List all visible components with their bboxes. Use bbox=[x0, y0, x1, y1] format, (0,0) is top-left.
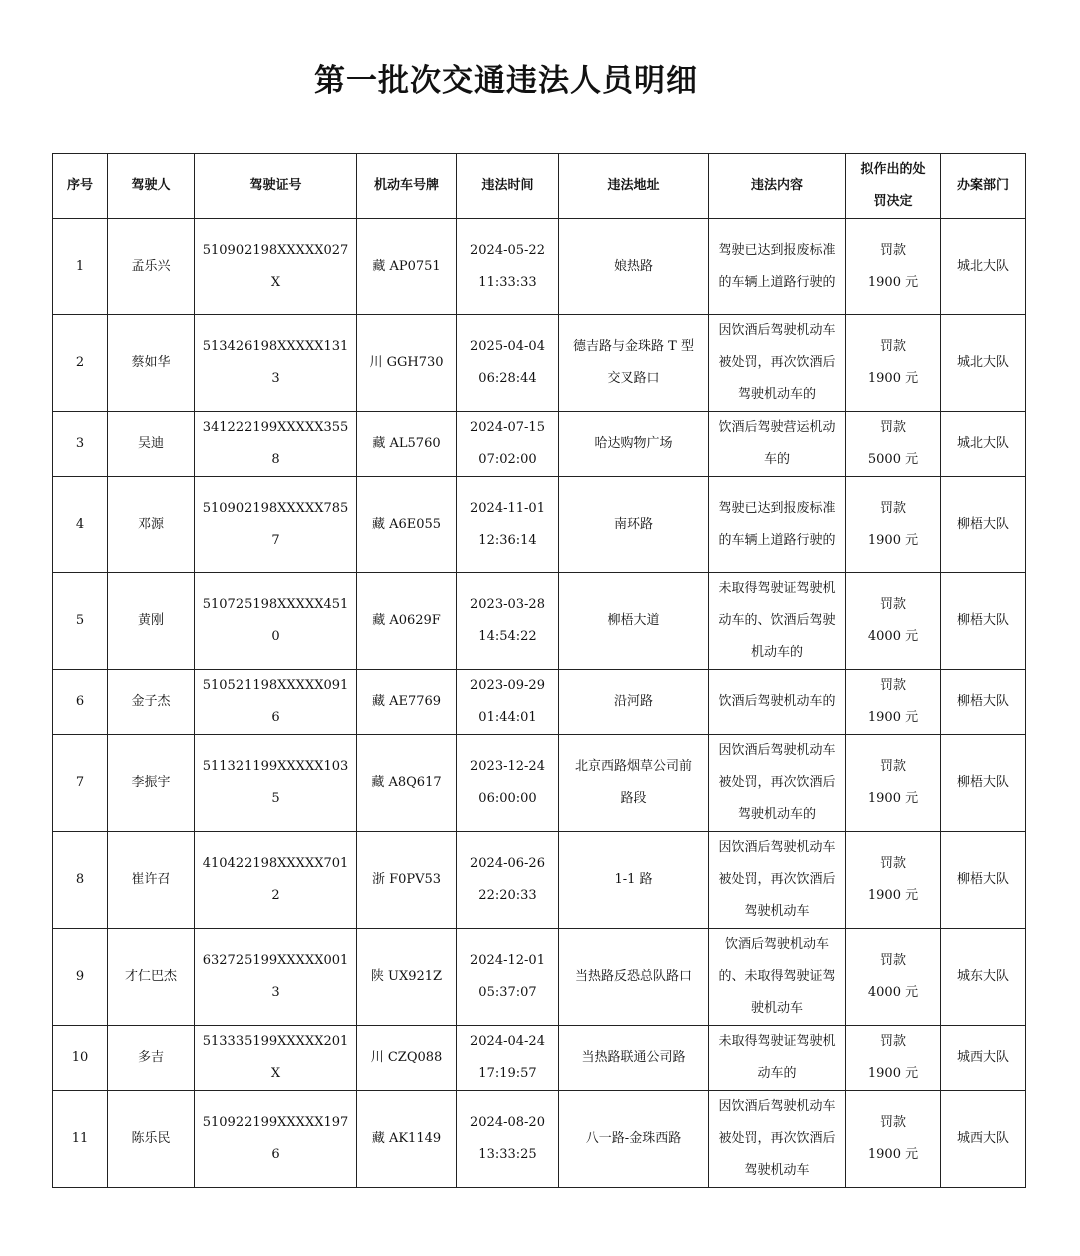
cell-address: 当热路反恐总队路口 bbox=[559, 929, 709, 1026]
penalty-amount: 4000 元 bbox=[867, 629, 919, 644]
cell-address: 南环路 bbox=[559, 477, 709, 573]
cell-license: 513426198XXXXX1313 bbox=[195, 315, 357, 412]
cell-address: 德吉路与金珠路 T 型交叉路口 bbox=[559, 315, 709, 412]
table-row bbox=[53, 315, 1026, 412]
cell-violation-time bbox=[457, 735, 559, 832]
cell-driver: 蔡如华 bbox=[108, 315, 195, 412]
penalty-amount: 1900 元 bbox=[867, 274, 919, 290]
cell-content: 饮酒后驾驶机动车的、未取得驾驶证驾驶机动车 bbox=[709, 929, 846, 1026]
violation-date: 2024-08-20 bbox=[470, 1115, 545, 1130]
violation-clock: 12:36:14 bbox=[478, 532, 537, 548]
penalty-label: 罚款 bbox=[879, 420, 906, 435]
header-dept: 办案部门 bbox=[941, 154, 1026, 219]
cell-dept: 柳梧大队 bbox=[941, 735, 1026, 832]
cell-violation-time bbox=[457, 219, 559, 315]
violation-date: 2023-03-28 bbox=[470, 597, 545, 612]
cell-penalty bbox=[846, 412, 941, 477]
penalty-amount: 5000 元 bbox=[867, 452, 919, 467]
cell-no: 10 bbox=[53, 1026, 108, 1091]
cell-no: 2 bbox=[53, 315, 108, 412]
cell-license: 510902198XXXXX7857 bbox=[195, 477, 357, 573]
penalty-label: 罚款 bbox=[879, 953, 906, 968]
cell-dept: 柳梧大队 bbox=[941, 477, 1026, 573]
penalty-label: 罚款 bbox=[879, 597, 906, 612]
penalty-label: 罚款 bbox=[879, 678, 906, 693]
cell-no: 6 bbox=[53, 670, 108, 735]
cell-violation-time bbox=[457, 1091, 559, 1188]
violation-date: 2025-04-04 bbox=[470, 339, 545, 354]
cell-address: 1-1 路 bbox=[559, 832, 709, 929]
violation-clock: 06:28:44 bbox=[478, 371, 537, 386]
cell-dept: 城北大队 bbox=[941, 219, 1026, 315]
cell-license: 510521198XXXXX0916 bbox=[195, 670, 357, 735]
cell-penalty bbox=[846, 1091, 941, 1188]
table-row bbox=[53, 832, 1026, 929]
violation-clock: 13:33:25 bbox=[478, 1147, 537, 1162]
cell-content: 因饮酒后驾驶机动车被处罚，再次饮酒后驾驶机动车 bbox=[709, 832, 846, 929]
cell-plate: 藏 AK1149 bbox=[357, 1091, 457, 1188]
violation-clock: 05:37:07 bbox=[478, 985, 537, 1000]
cell-license: 513335199XXXXX201X bbox=[195, 1026, 357, 1091]
cell-content: 驾驶已达到报废标准的车辆上道路行驶的 bbox=[709, 219, 846, 315]
cell-violation-time bbox=[457, 670, 559, 735]
cell-no: 11 bbox=[53, 1091, 108, 1188]
header-plate: 机动车号牌 bbox=[357, 154, 457, 219]
cell-driver: 陈乐民 bbox=[108, 1091, 195, 1188]
cell-driver: 多吉 bbox=[108, 1026, 195, 1091]
cell-content: 饮酒后驾驶机动车的 bbox=[709, 670, 846, 735]
table-row bbox=[53, 735, 1026, 832]
cell-plate: 藏 AL5760 bbox=[357, 412, 457, 477]
cell-no: 7 bbox=[53, 735, 108, 832]
table-row bbox=[53, 477, 1026, 573]
penalty-label: 罚款 bbox=[879, 856, 906, 871]
header-no: 序号 bbox=[53, 154, 108, 219]
cell-penalty bbox=[846, 477, 941, 573]
violation-date: 2023-12-24 bbox=[470, 759, 545, 774]
violation-date: 2024-07-15 bbox=[470, 420, 545, 435]
cell-license: 410422198XXXXX7012 bbox=[195, 832, 357, 929]
violation-clock: 11:33:33 bbox=[478, 274, 537, 290]
cell-no: 8 bbox=[53, 832, 108, 929]
cell-address: 哈达购物广场 bbox=[559, 412, 709, 477]
violation-date: 2024-06-26 bbox=[470, 856, 545, 871]
header-license: 驾驶证号 bbox=[195, 154, 357, 219]
cell-plate: 浙 F0PV53 bbox=[357, 832, 457, 929]
cell-plate: 藏 A6E055 bbox=[357, 477, 457, 573]
document-title: 第一批次交通违法人员明细 bbox=[314, 63, 698, 99]
cell-license: 511321199XXXXX1035 bbox=[195, 735, 357, 832]
cell-plate: 川 CZQ088 bbox=[357, 1026, 457, 1091]
penalty-amount: 1900 元 bbox=[867, 888, 919, 903]
penalty-label: 罚款 bbox=[879, 1034, 906, 1049]
cell-plate: 藏 AP0751 bbox=[357, 219, 457, 315]
penalty-amount: 1900 元 bbox=[867, 532, 919, 548]
penalty-label: 罚款 bbox=[879, 500, 906, 516]
cell-content: 未取得驾驶证驾驶机动车的、饮酒后驾驶机动车的 bbox=[709, 573, 846, 670]
cell-penalty bbox=[846, 573, 941, 670]
cell-no: 9 bbox=[53, 929, 108, 1026]
cell-penalty bbox=[846, 219, 941, 315]
violation-clock: 01:44:01 bbox=[478, 710, 537, 725]
cell-dept: 城北大队 bbox=[941, 412, 1026, 477]
cell-no: 1 bbox=[53, 219, 108, 315]
cell-driver: 吴迪 bbox=[108, 412, 195, 477]
cell-driver: 李振宇 bbox=[108, 735, 195, 832]
penalty-label: 罚款 bbox=[879, 339, 906, 354]
cell-license: 510902198XXXXX027X bbox=[195, 219, 357, 315]
cell-plate: 川 GGH730 bbox=[357, 315, 457, 412]
cell-dept: 柳梧大队 bbox=[941, 832, 1026, 929]
violation-clock: 06:00:00 bbox=[478, 791, 537, 806]
cell-penalty bbox=[846, 832, 941, 929]
cell-license: 510725198XXXXX4510 bbox=[195, 573, 357, 670]
cell-content: 因饮酒后驾驶机动车被处罚，再次饮酒后驾驶机动车 bbox=[709, 1091, 846, 1188]
penalty-amount: 1900 元 bbox=[867, 1066, 919, 1081]
cell-content: 未取得驾驶证驾驶机动车的 bbox=[709, 1026, 846, 1091]
cell-license: 341222199XXXXX3558 bbox=[195, 412, 357, 477]
cell-dept: 城东大队 bbox=[941, 929, 1026, 1026]
cell-penalty bbox=[846, 1026, 941, 1091]
cell-dept: 柳梧大队 bbox=[941, 573, 1026, 670]
penalty-amount: 1900 元 bbox=[867, 1147, 919, 1162]
penalty-amount: 1900 元 bbox=[867, 371, 919, 386]
cell-address: 当热路联通公司路 bbox=[559, 1026, 709, 1091]
table-row bbox=[53, 670, 1026, 735]
cell-violation-time bbox=[457, 412, 559, 477]
cell-license: 632725199XXXXX0013 bbox=[195, 929, 357, 1026]
cell-violation-time bbox=[457, 832, 559, 929]
cell-violation-time bbox=[457, 573, 559, 670]
table-row bbox=[53, 412, 1026, 477]
penalty-amount: 4000 元 bbox=[867, 985, 919, 1000]
cell-address: 柳梧大道 bbox=[559, 573, 709, 670]
cell-no: 4 bbox=[53, 477, 108, 573]
cell-driver: 才仁巴杰 bbox=[108, 929, 195, 1026]
cell-address: 娘热路 bbox=[559, 219, 709, 315]
cell-violation-time bbox=[457, 477, 559, 573]
cell-content: 驾驶已达到报废标准的车辆上道路行驶的 bbox=[709, 477, 846, 573]
cell-penalty bbox=[846, 315, 941, 412]
penalty-amount: 1900 元 bbox=[867, 710, 919, 725]
penalty-label: 罚款 bbox=[879, 1115, 906, 1130]
cell-no: 3 bbox=[53, 412, 108, 477]
penalty-label: 罚款 bbox=[879, 759, 906, 774]
violation-date: 2024-05-22 bbox=[470, 242, 545, 258]
cell-violation-time bbox=[457, 1026, 559, 1091]
cell-address: 沿河路 bbox=[559, 670, 709, 735]
violations-table bbox=[52, 153, 1026, 1188]
penalty-label: 罚款 bbox=[879, 242, 906, 258]
cell-penalty bbox=[846, 670, 941, 735]
header-address: 违法地址 bbox=[559, 154, 709, 219]
penalty-amount: 1900 元 bbox=[867, 791, 919, 806]
cell-plate: 陕 UX921Z bbox=[357, 929, 457, 1026]
violation-date: 2024-11-01 bbox=[470, 500, 545, 516]
table-row bbox=[53, 1026, 1026, 1091]
cell-driver: 黄刚 bbox=[108, 573, 195, 670]
cell-plate: 藏 AE7769 bbox=[357, 670, 457, 735]
cell-penalty bbox=[846, 735, 941, 832]
cell-no: 5 bbox=[53, 573, 108, 670]
table-header-row bbox=[53, 154, 1026, 219]
cell-driver: 金子杰 bbox=[108, 670, 195, 735]
cell-dept: 柳梧大队 bbox=[941, 670, 1026, 735]
cell-driver: 邓源 bbox=[108, 477, 195, 573]
cell-penalty bbox=[846, 929, 941, 1026]
header-driver: 驾驶人 bbox=[108, 154, 195, 219]
cell-dept: 城北大队 bbox=[941, 315, 1026, 412]
violation-date: 2023-09-29 bbox=[470, 678, 545, 693]
cell-content: 因饮酒后驾驶机动车被处罚，再次饮酒后驾驶机动车的 bbox=[709, 735, 846, 832]
violation-clock: 17:19:57 bbox=[478, 1066, 537, 1081]
cell-license: 510922199XXXXX1976 bbox=[195, 1091, 357, 1188]
violation-date: 2024-04-24 bbox=[470, 1034, 545, 1049]
cell-dept: 城西大队 bbox=[941, 1026, 1026, 1091]
header-penalty: 拟作出的处罚决定 bbox=[846, 154, 941, 219]
cell-content: 饮酒后驾驶营运机动车的 bbox=[709, 412, 846, 477]
cell-driver: 孟乐兴 bbox=[108, 219, 195, 315]
violation-date: 2024-12-01 bbox=[470, 953, 545, 968]
table-row bbox=[53, 219, 1026, 315]
cell-content: 因饮酒后驾驶机动车被处罚，再次饮酒后驾驶机动车的 bbox=[709, 315, 846, 412]
cell-address: 北京西路烟草公司前路段 bbox=[559, 735, 709, 832]
table-row bbox=[53, 573, 1026, 670]
cell-violation-time bbox=[457, 929, 559, 1026]
violation-clock: 14:54:22 bbox=[478, 629, 537, 644]
cell-address: 八一路-金珠西路 bbox=[559, 1091, 709, 1188]
cell-plate: 藏 A8Q617 bbox=[357, 735, 457, 832]
cell-dept: 城西大队 bbox=[941, 1091, 1026, 1188]
cell-plate: 藏 A0629F bbox=[357, 573, 457, 670]
cell-driver: 崔许召 bbox=[108, 832, 195, 929]
cell-violation-time bbox=[457, 315, 559, 412]
header-content: 违法内容 bbox=[709, 154, 846, 219]
table-row bbox=[53, 1091, 1026, 1188]
violation-clock: 07:02:00 bbox=[478, 452, 537, 467]
table-row bbox=[53, 929, 1026, 1026]
violation-clock: 22:20:33 bbox=[478, 888, 537, 903]
header-time: 违法时间 bbox=[457, 154, 559, 219]
